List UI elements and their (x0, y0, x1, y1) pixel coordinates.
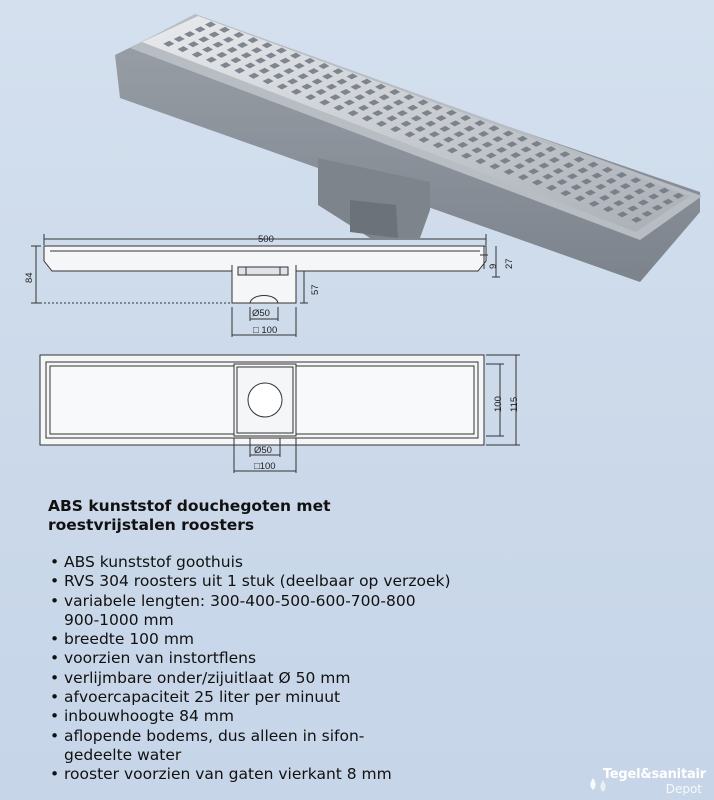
feature-item (50, 688, 570, 707)
outlet-square-label: □ 100 (253, 325, 278, 336)
outlet-height-label: 57 (310, 284, 321, 295)
feature-text: • RVS 304 roosters uit 1 stuk (deelbaar op verzoek) (64, 572, 451, 591)
top-outlet-square-label: □100 (254, 461, 276, 472)
feature-item (50, 765, 570, 784)
side-view-drawing (0, 225, 714, 345)
feature-item (50, 727, 570, 766)
feature-text: • ABS kunststof goothuis (64, 553, 243, 571)
feature-text: • inbouwhoogte 84 mm (64, 707, 234, 726)
feature-item (50, 630, 570, 649)
rim-27-label: 27 (504, 258, 515, 269)
feature-text: • afvoercapaciteit 25 liter per minuut (64, 688, 341, 707)
feature-text: • verlijmbare onder/zijuitlaat Ø 50 mm (64, 668, 351, 687)
feature-text: gedeelte water (64, 745, 182, 764)
feature-text: • rooster voorzien van gaten vierkant 8 mm (64, 765, 392, 784)
feature-text: • breedte 100 mm (64, 630, 195, 649)
brand-name: Tegel&sanitair (602, 767, 706, 782)
brand-logo (586, 767, 706, 796)
outlet-diameter-label: Ø50 (252, 308, 270, 319)
total-depth-label: 84 (24, 272, 35, 283)
length-label: 500 (258, 234, 274, 245)
feature-text: • aflopende bodems, dus alleen in sifon- (64, 726, 365, 745)
feature-item (50, 572, 570, 591)
top-view-drawing (0, 345, 714, 480)
inner-width-label: 100 (493, 396, 504, 412)
feature-item (50, 592, 570, 631)
feature-item (50, 707, 570, 726)
feature-text: • voorzien van instortflens (64, 649, 257, 668)
product-heading (48, 497, 468, 535)
rim-9-label: 9 (488, 263, 499, 269)
feature-item (50, 669, 570, 688)
brand-subtitle: Depot (665, 782, 702, 796)
feature-item (50, 553, 570, 572)
feature-item (50, 649, 570, 668)
feature-text: • variabele lengten: 300-400-500-600-700-800 (64, 591, 416, 610)
heading-line-1: ABS kunststof douchegoten met (48, 497, 331, 515)
outer-width-label: 115 (509, 396, 520, 412)
feature-list (50, 553, 570, 785)
heading-line-2: roestvrijstalen roosters (48, 516, 255, 534)
feature-text: 900-1000 mm (64, 610, 174, 629)
top-outlet-diameter-label: Ø50 (254, 445, 272, 456)
